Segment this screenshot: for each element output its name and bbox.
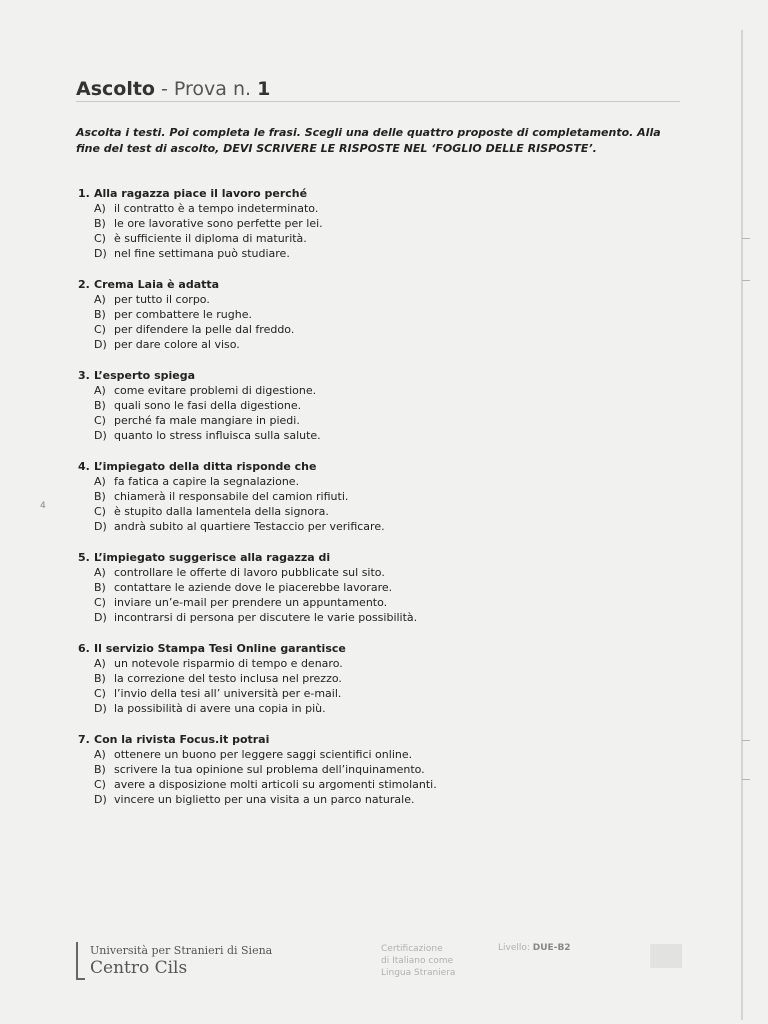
option-letter: D) — [94, 611, 107, 624]
question-text: L’impiegato suggerisce alla ragazza di — [94, 551, 331, 564]
footer-certification — [381, 943, 455, 979]
option-text: la possibilità di avere una copia in più. — [114, 702, 326, 715]
answer-option — [94, 413, 698, 428]
option-letter: A) — [94, 657, 106, 670]
answer-option — [94, 777, 698, 792]
option-text: perché fa male mangiare in piedi. — [114, 414, 300, 427]
option-letter: B) — [94, 399, 106, 412]
question-heading — [78, 277, 698, 292]
margin-tick — [742, 740, 750, 741]
option-letter: A) — [94, 293, 106, 306]
answer-option — [94, 671, 698, 686]
instructions: Ascolta i testi. Poi completa le frasi. Scegli una delle quattro proposte di completamento. Alla fine del test di ascolto, DEVI SCRIVERE LE RISPOSTE NEL ‘FOGLIO DELLE RISPOSTE’. — [76, 126, 661, 155]
option-text: un notevole risparmio di tempo e denaro. — [114, 657, 343, 670]
title-underline — [76, 101, 680, 102]
option-text: è sufficiente il diploma di maturità. — [114, 232, 307, 245]
option-text: è stupito dalla lamentela della signora. — [114, 505, 329, 518]
option-letter: B) — [94, 308, 106, 321]
option-letter: C) — [94, 687, 106, 700]
question-heading — [78, 186, 698, 201]
option-letter: A) — [94, 384, 106, 397]
question-number: 1. — [78, 187, 90, 200]
option-letter: C) — [94, 323, 106, 336]
option-letter: D) — [94, 247, 107, 260]
cert-line: Certificazione — [381, 944, 443, 954]
cert-line: Lingua Straniera — [381, 968, 456, 978]
question-heading — [78, 641, 698, 656]
option-text: l’invio della tesi all’ università per e-mail. — [114, 687, 342, 700]
option-text: il contratto è a tempo indeterminato. — [114, 202, 319, 215]
option-text: scrivere la tua opinione sul problema dell’inquinamento. — [114, 763, 425, 776]
option-text: incontrarsi di persona per discutere le varie possibilità. — [114, 611, 418, 624]
option-text: fa fatica a capire la segnalazione. — [114, 475, 300, 488]
option-text: le ore lavorative sono perfette per lei. — [114, 217, 323, 230]
option-text: chiamerà il responsabile del camion rifiuti. — [114, 490, 349, 503]
option-letter: D) — [94, 702, 107, 715]
option-text: per difendere la pelle dal freddo. — [114, 323, 295, 336]
question-heading — [78, 550, 698, 565]
question-item — [78, 641, 698, 732]
level-label: Livello: — [498, 943, 533, 953]
answer-option — [94, 383, 698, 398]
option-letter: C) — [94, 778, 106, 791]
option-letter: A) — [94, 202, 106, 215]
option-letter: A) — [94, 566, 106, 579]
margin-tick — [742, 779, 750, 780]
option-text: per combattere le rughe. — [114, 308, 252, 321]
answer-option — [94, 322, 698, 337]
answer-option — [94, 246, 698, 261]
title-section: Ascolto — [76, 78, 155, 100]
question-number: 3. — [78, 369, 90, 382]
option-letter: B) — [94, 490, 106, 503]
option-text: quali sono le fasi della digestione. — [114, 399, 302, 412]
centro-cils-name: Centro Cils — [90, 958, 188, 978]
question-number: 4. — [78, 460, 90, 473]
margin-tick — [742, 238, 750, 239]
question-number: 6. — [78, 642, 90, 655]
answer-option — [94, 428, 698, 443]
question-item — [78, 368, 698, 459]
answer-option — [94, 610, 698, 625]
answer-option — [94, 686, 698, 701]
question-text: Con la rivista Focus.it potrai — [94, 733, 270, 746]
question-text: L’impiegato della ditta risponde che — [94, 460, 317, 473]
option-letter: B) — [94, 763, 106, 776]
answer-option — [94, 656, 698, 671]
answer-option — [94, 292, 698, 307]
question-item — [78, 459, 698, 550]
option-letter: D) — [94, 429, 107, 442]
option-letter: C) — [94, 596, 106, 609]
page-number-box — [650, 944, 682, 968]
option-letter: D) — [94, 520, 107, 533]
answer-option — [94, 747, 698, 762]
option-letter: C) — [94, 414, 106, 427]
university-name: Università per Stranieri di Siena — [90, 944, 273, 957]
option-text: ottenere un buono per leggere saggi scientifici online. — [114, 748, 413, 761]
answer-option — [94, 231, 698, 246]
option-text: inviare un’e-mail per prendere un appuntamento. — [114, 596, 388, 609]
question-heading — [78, 459, 698, 474]
option-text: contattare le aziende dove le piacerebbe lavorare. — [114, 581, 393, 594]
answer-option — [94, 489, 698, 504]
option-text: avere a disposizione molti articoli su argomenti stimolanti. — [114, 778, 437, 791]
question-text: Il servizio Stampa Tesi Online garantisce — [94, 642, 346, 655]
answer-option — [94, 565, 698, 580]
question-number: 5. — [78, 551, 90, 564]
question-item — [78, 186, 698, 277]
option-text: nel fine settimana può studiare. — [114, 247, 290, 260]
margin-tick — [742, 280, 750, 281]
question-text: Crema Laia è adatta — [94, 278, 220, 291]
cert-line: di Italiano come — [381, 956, 454, 966]
option-text: controllare le offerte di lavoro pubblicate sul sito. — [114, 566, 385, 579]
answer-option — [94, 580, 698, 595]
answer-option — [94, 519, 698, 534]
answer-option — [94, 337, 698, 352]
question-item — [78, 550, 698, 641]
answer-option — [94, 595, 698, 610]
question-number: 2. — [78, 278, 90, 291]
option-letter: C) — [94, 232, 106, 245]
option-letter: A) — [94, 475, 106, 488]
question-heading — [78, 732, 698, 747]
answer-option — [94, 216, 698, 231]
option-letter: A) — [94, 748, 106, 761]
answer-option — [94, 201, 698, 216]
page-title — [76, 78, 270, 100]
question-item — [78, 732, 698, 823]
option-text: per tutto il corpo. — [114, 293, 210, 306]
answer-option — [94, 504, 698, 519]
answer-option — [94, 307, 698, 322]
option-letter: C) — [94, 505, 106, 518]
answer-option — [94, 762, 698, 777]
option-text: come evitare problemi di digestione. — [114, 384, 317, 397]
binding-margin-line — [741, 30, 743, 1020]
option-text: andrà subito al quartiere Testaccio per verificare. — [114, 520, 385, 533]
option-letter: B) — [94, 672, 106, 685]
option-text: la correzione del testo inclusa nel prezzo. — [114, 672, 342, 685]
answer-option — [94, 398, 698, 413]
question-heading — [78, 368, 698, 383]
level-value: DUE-B2 — [532, 943, 571, 953]
question-item — [78, 277, 698, 368]
logo-bracket-icon — [76, 942, 85, 980]
option-text: vincere un biglietto per una visita a un parco naturale. — [114, 793, 415, 806]
question-list — [78, 186, 698, 823]
answer-option — [94, 701, 698, 716]
answer-option — [94, 474, 698, 489]
option-text: quanto lo stress influisca sulla salute. — [114, 429, 321, 442]
option-letter: B) — [94, 217, 106, 230]
title-number: 1 — [257, 78, 271, 100]
answer-option — [94, 792, 698, 807]
question-text: L’esperto spiega — [94, 369, 196, 382]
side-page-mark: 4 — [40, 501, 46, 511]
footer-level — [498, 943, 571, 953]
option-letter: D) — [94, 338, 107, 351]
option-letter: D) — [94, 793, 107, 806]
question-text: Alla ragazza piace il lavoro perché — [94, 187, 308, 200]
title-prova: - Prova n. — [154, 78, 258, 100]
option-letter: B) — [94, 581, 106, 594]
question-number: 7. — [78, 733, 90, 746]
option-text: per dare colore al viso. — [114, 338, 240, 351]
